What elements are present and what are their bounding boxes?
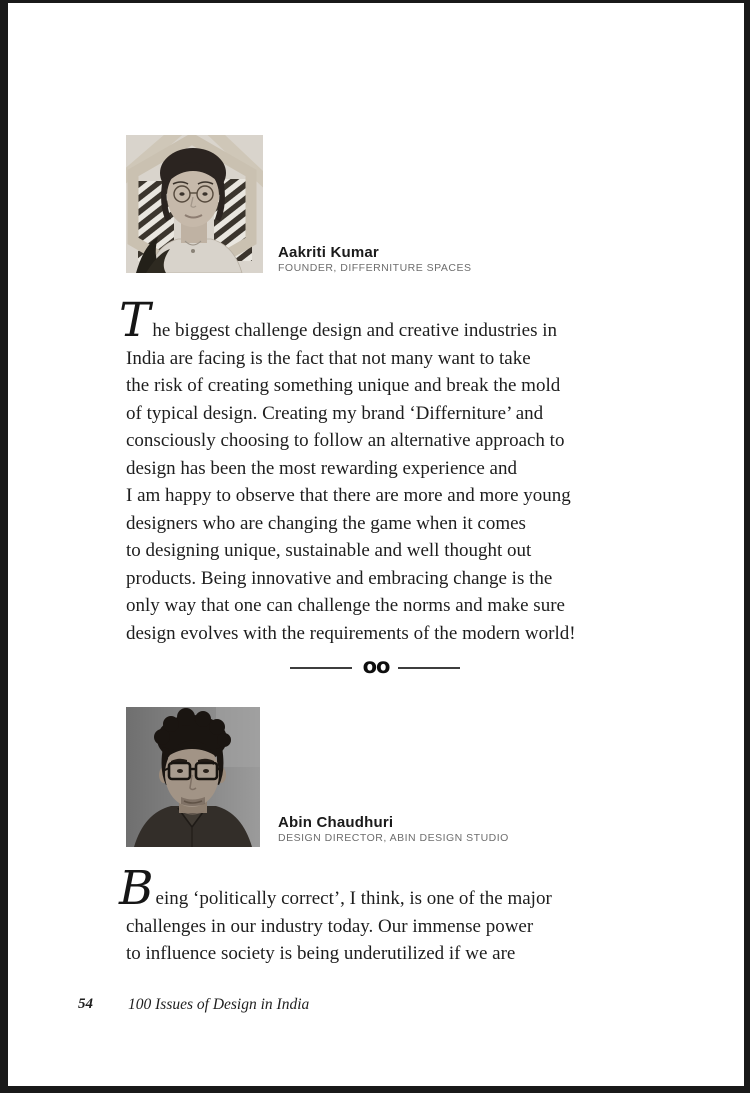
- portrait-photo-aakriti-kumar: [126, 135, 263, 273]
- page-edge-right: [744, 0, 750, 1093]
- person-title-aakriti-kumar: FOUNDER, DIFFERNITURE SPACES: [278, 262, 472, 274]
- quote-line: The biggest challenge design and creative industries in: [119, 293, 558, 348]
- divider-rings-ornament: oo: [362, 654, 390, 678]
- quote-line: consciously choosing to follow an alternative approach to: [126, 430, 565, 451]
- quote-aakriti-kumar: [119, 293, 576, 647]
- portrait-photo-abin-chaudhuri: [126, 707, 260, 847]
- quote-line: to designing unique, sustainable and well thought out: [126, 540, 532, 561]
- footer-book-title: 100 Issues of Design in India: [128, 996, 310, 1013]
- drop-cap-initial: B: [119, 861, 152, 916]
- page-edge-left: [0, 0, 8, 1093]
- quote-line: only way that one can challenge the norms and make sure: [126, 595, 565, 616]
- quote-line: the risk of creating something unique and break the mold: [126, 375, 561, 396]
- quote-line: products. Being innovative and embracing change is the: [126, 567, 553, 589]
- quote-line: designers who are changing the game when it comes: [126, 512, 526, 534]
- quote-line: to influence society is being underutilized if we are: [126, 943, 516, 964]
- person-name-abin-chaudhuri: Abin Chaudhuri: [278, 814, 394, 831]
- divider-rule-right: [398, 667, 460, 669]
- page-edge-bottom: [0, 1086, 750, 1093]
- person-name-aakriti-kumar: Aakriti Kumar: [278, 244, 379, 261]
- footer-page-number: 54: [78, 996, 93, 1012]
- quote-line: challenges in our industry today. Our immense power: [126, 915, 534, 937]
- quote-line: I am happy to observe that there are more and more young: [126, 485, 571, 506]
- quote-line: design evolves with the requirements of the modern world!: [126, 622, 576, 644]
- divider-rule-left: [290, 667, 352, 669]
- quote-line: of typical design. Creating my brand ‘Differniture’ and: [126, 402, 544, 424]
- person-title-abin-chaudhuri: DESIGN DIRECTOR, ABIN DESIGN STUDIO: [278, 832, 509, 844]
- page-edge-top: [0, 0, 750, 3]
- quote-line: Being ‘politically correct’, I think, is one of the major: [119, 861, 552, 916]
- quote-abin-chaudhuri: [119, 861, 552, 968]
- quote-line: India are facing is the fact that not many want to take: [126, 347, 531, 369]
- quote-line: design has been the most rewarding experience and: [126, 457, 517, 479]
- drop-cap-initial: T: [119, 293, 149, 348]
